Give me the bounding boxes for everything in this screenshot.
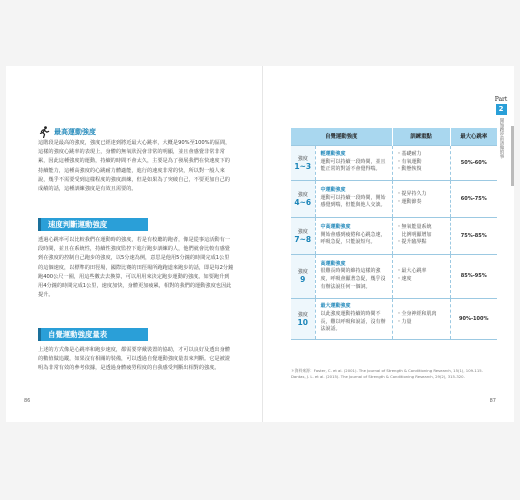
page-number-left: 86 [24, 398, 31, 404]
left-page [6, 66, 263, 422]
intensity-description: 運動可以持續一段時間，並且能正常的對話不會覺得喘。 [320, 158, 386, 173]
paragraph-max-intensity: 這階段是最高的強度，強度已經達到將近最大心跳率，大概是90%至100%的區間，這樣的強度心跳率的表現上，身體的無氧狀況會非常的明顯，並且會感覺非常非常累，因此這種強度的運動，持續的時間不會太久，主要是為了發展我們在快速度下的持續能力，這種高強度的心跳耐力體適能，進行的速度非常的快，所以對一般人來說，幾乎不需要受到這樣程度的強度訓練，但是如果為了突破自己，不要更加自己的成績的話，這種訓練強度是有效且需要的。 [38, 140, 231, 193]
training-focus-item: ・動態恢復 [396, 166, 422, 173]
right-page [263, 66, 514, 422]
intensity-description-cell [315, 298, 392, 339]
banner-speed-intensity: 速度判斷運動強度 [38, 218, 148, 231]
book-spread [6, 66, 514, 422]
intensity-description-cell [315, 254, 392, 298]
training-focus-cell [392, 298, 450, 339]
intensity-description: 很難長時間的維持這樣的強度，呼吸會顯著急促，幾乎沒有辦法說任何一個詞。 [320, 268, 386, 290]
section-heading [38, 126, 96, 138]
intensity-label: 強度 [297, 228, 308, 235]
intensity-title: 中高運動強度 [320, 224, 351, 231]
paragraph-speed-intensity: 透過心跳率可以比較我們在運動時的強度，若是有校聽的跑者，像是從事這活動有一段時間，並且在系統性，持續性強度監控下進行跑步訓練的人，他們就會比較有感覺到在強度的控制自己跑步的強度，以5分速為例，意思是他用5分鐘的時間完成1公里的這個速度，以標準的田徑場，國際比賽的田徑場所跑跑道來跑步的話，即是每2分鐘跑400公尺一圈，用這些數去去換算，可以用用來決定跑步運動的強度。如要跑升到用4分鐘的時間完成1公里，速度加快，身體更加疲累，相對的我們的運動強度也因此提升。 [38, 237, 234, 299]
training-focus-item: 比例明顯增加 [396, 231, 432, 238]
side-tab-bar [511, 126, 514, 186]
table-row [291, 180, 497, 217]
intensity-description-cell [315, 217, 392, 254]
intensity-label: 強度 [297, 191, 308, 198]
intensity-description: 開始會感到疲倦和心跳急速，呼吸急促，只能說短句。 [320, 231, 386, 246]
training-focus-item: ・最大心跳率 [396, 268, 427, 275]
intensity-number: 4~6 [294, 197, 312, 207]
part-side-title: 開始跑步前該做的事 [499, 118, 504, 159]
intensity-level-cell [291, 145, 315, 180]
training-focus-item: ・無氧能量系統 [396, 224, 432, 231]
training-focus-item: ・運動節奏 [396, 198, 422, 205]
rpe-table [291, 128, 497, 340]
max-hr-cell: 75%-85% [450, 217, 497, 254]
training-focus-item: ・速度 [396, 276, 412, 282]
intensity-label: 強度 [297, 155, 308, 162]
header-rpe: 自覺運動強度 [291, 128, 392, 145]
intensity-number: 1~3 [294, 161, 312, 171]
intensity-number: 7~8 [294, 234, 312, 244]
page-number-right: 87 [489, 398, 496, 404]
intensity-level-cell [291, 298, 315, 339]
source-note: ＊資料來源：Foster, C. et al. (2001). The Journal of Strength & Conditioning Research, 15(1), 109-115. Dantas, J. L. et al. (2015). The Journal of Strength & Conditioning Research, 29(2), 315-320. [291, 368, 483, 379]
table-row [291, 254, 497, 298]
training-focus-item: ・提昇持久力 [396, 190, 427, 197]
training-focus-item: ・全身神經和肌肉 [396, 310, 437, 317]
training-focus-cell [392, 217, 450, 254]
training-focus-cell [392, 180, 450, 217]
header-focus: 訓練重點 [392, 128, 450, 145]
header-max-hr: 最大心跳率 [450, 128, 497, 145]
training-focus-item: ・有氧運動 [396, 158, 422, 165]
max-hr-cell: 50%-60% [450, 145, 497, 180]
intensity-description-cell [315, 180, 392, 217]
banner-rpe-scale: 自覺運動強度量表 [38, 328, 148, 341]
intensity-label: 強度 [297, 269, 308, 275]
paragraph-rpe-scale: 上述的方式像是心跳率和跑步速度，都需要穿戴裝置的協助，才可以良好及透出身體的數值做追蹤，如果沒有相關的裝備，可以透過自覺運動強度量表來判斷。它是被證明為非常有效的參考依據，是透過身體疲勞程度的自我感受判斷出相對的強度。 [38, 347, 230, 372]
table-row [291, 145, 497, 180]
intensity-title: 最大運動強度 [320, 303, 351, 310]
intensity-level-cell [291, 217, 315, 254]
max-hr-cell: 90%-100% [450, 298, 497, 339]
part-number: 2 [496, 104, 507, 115]
max-hr-cell: 60%-75% [450, 180, 497, 217]
intensity-number: 10 [297, 317, 308, 327]
training-focus-cell [392, 254, 450, 298]
intensity-title: 中運動強度 [320, 187, 346, 194]
part-word: Part [494, 96, 508, 103]
training-focus-cell [392, 145, 450, 180]
training-focus-item: ・力量 [396, 318, 412, 325]
max-hr-cell: 85%-95% [450, 254, 497, 298]
intensity-title: 輕運動強度 [320, 151, 346, 158]
table-row [291, 298, 497, 339]
table-row [291, 217, 497, 254]
section-title: 最高運動強度 [54, 128, 96, 136]
training-focus-item: ・基礎耐力 [396, 151, 422, 158]
runner-icon [38, 126, 50, 138]
intensity-description: 運動可以持續一段時間，開始感覺到喘，但能與他人交談。 [320, 194, 386, 209]
intensity-description: 以此強度運動持續的時間不長，難以呼吸和說話，沒有辦法說話。 [320, 310, 386, 333]
intensity-level-cell [291, 180, 315, 217]
intensity-level-cell [291, 254, 315, 298]
intensity-description-cell [315, 145, 392, 180]
intensity-title: 高運動強度 [320, 260, 346, 267]
table-header-row [291, 128, 497, 145]
training-focus-item: ・提升臨界點 [396, 239, 427, 246]
intensity-number: 9 [300, 275, 306, 284]
intensity-label: 強度 [297, 311, 308, 318]
